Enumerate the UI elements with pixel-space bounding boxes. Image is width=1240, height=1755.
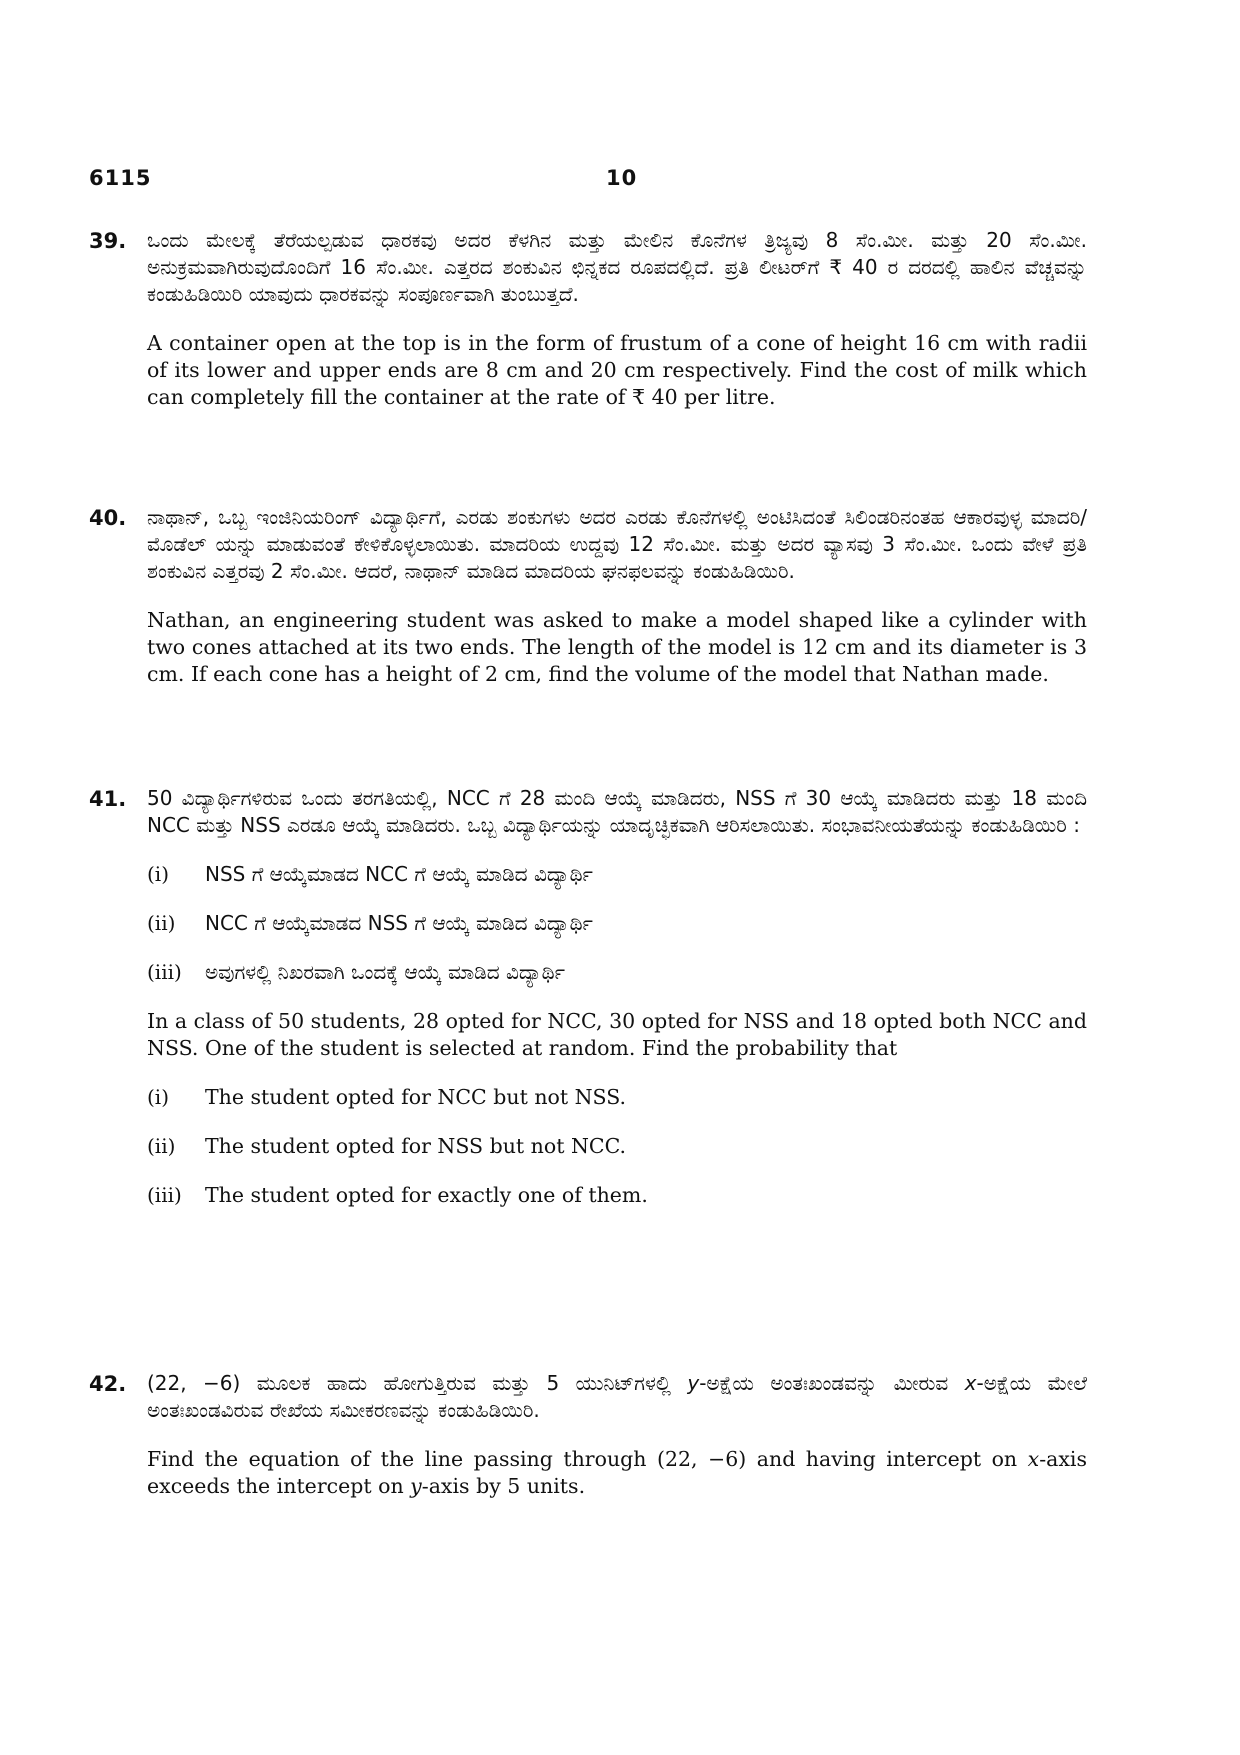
sub-question-label: (i) <box>147 1085 170 1109</box>
question-number: 42. <box>89 1372 127 1396</box>
question-text-kannada <box>147 1370 1087 1424</box>
question-text-kannada: ಒಂದು ಮೇಲಕ್ಕೆ ತೆರೆಯಲ್ಪಡುವ ಧಾರಕವು ಅದರ ಕೆಳಗಿನ ಮತ್ತು ಮೇಲಿನ ಕೊನೆಗಳ ತ್ರಿಜ್ಯವು 8 ಸೆಂ.ಮೀ. ಮತ್ತು 20 ಸೆಂ.ಮೀ. ಅನುಕ್ರಮವಾಗಿರುವುದೊಂದಿಗೆ 16 ಸೆಂ.ಮೀ. ಎತ್ತರದ ಶಂಕುವಿನ ಛಿನ್ನಕದ ರೂಪದಲ್ಲಿದೆ. ಪ್ರತಿ ಲೀಟರ್‌ಗೆ ₹ 40 ರ ದರದಲ್ಲಿ ಹಾಲಿನ ವೆಚ್ಚವನ್ನು ಕಂಡುಹಿಡಿಯಿರಿ ಯಾವುದು ಧಾರಕವನ್ನು ಸಂಪೂರ್ಣವಾಗಿ ತುಂಬುತ್ತದೆ. <box>147 228 1087 306</box>
sub-question-text: NCC ಗೆ ಆಯ್ಕೆಮಾಡದ NSS ಗೆ ಆಯ್ಕೆ ಮಾಡಿದ ವಿದ್ಯಾರ್ಥಿ <box>205 911 593 935</box>
text-run: -ಅಕ್ಷೆಯ ಮೇಲೆ ಅಂತಃಖಂಡವಿರುವ ರೇಖೆಯ ಸಮೀಕರಣವನ್ನು ಕಂಡುಹಿಡಿಯಿರಿ. <box>147 1371 1087 1422</box>
text-run: -axis by 5 units. <box>421 1474 586 1498</box>
question-39 <box>89 227 1089 411</box>
sub-question-label: (iii) <box>147 1183 182 1207</box>
question-number: 41. <box>89 787 127 811</box>
text-run: -ಅಕ್ಷೆಯ ಅಂತಃಖಂಡವನ್ನು ಮೀರುವ <box>699 1371 965 1395</box>
sub-question-kannada <box>147 959 1087 986</box>
page-header <box>89 166 1089 196</box>
math-variable: y <box>687 1371 700 1395</box>
question-40 <box>89 504 1089 688</box>
question-number: 40. <box>89 506 127 530</box>
sub-question-text: ಅವುಗಳಲ್ಲಿ ನಿಖರವಾಗಿ ಒಂದಕ್ಕೆ ಆಯ್ಕೆ ಮಾಡಿದ ವಿದ್ಯಾರ್ಥಿ <box>205 960 565 984</box>
sub-question-label: (iii) <box>147 960 182 984</box>
sub-question-label: (ii) <box>147 911 176 935</box>
question-41 <box>89 785 1089 1209</box>
question-42 <box>89 1370 1089 1500</box>
sub-question-kannada <box>147 910 1087 937</box>
sub-question-text: The student opted for exactly one of them. <box>205 1183 648 1207</box>
sub-question-label: (ii) <box>147 1134 176 1158</box>
page-number: 10 <box>606 166 638 190</box>
sub-question-text: The student opted for NSS but not NCC. <box>205 1134 627 1158</box>
sub-question-text: The student opted for NCC but not NSS. <box>205 1085 627 1109</box>
question-text-kannada: ನಾಥಾನ್, ಒಬ್ಬ ಇಂಜಿನಿಯರಿಂಗ್ ವಿದ್ಯಾರ್ಥಿಗೆ, ಎರಡು ಶಂಕುಗಳು ಅದರ ಎರಡು ಕೊನೆಗಳಲ್ಲಿ ಅಂಟಿಸಿದಂತೆ ಸಿಲಿಂಡರಿನಂತಹ ಆಕಾರವುಳ್ಳ ಮಾದರಿ/ಮೊಡೆಲ್ ಯನ್ನು ಮಾಡುವಂತೆ ಕೇಳಿಕೊಳ್ಳಲಾಯಿತು. ಮಾದರಿಯ ಉದ್ದವು 12 ಸೆಂ.ಮೀ. ಮತ್ತು ಅದರ ವ್ಯಾಸವು 3 ಸೆಂ.ಮೀ. ಒಂದು ವೇಳೆ ಪ್ರತಿ ಶಂಕುವಿನ ಎತ್ತರವು 2 ಸೆಂ.ಮೀ. ಆದರೆ, ನಾಥಾನ್ ಮಾಡಿದ ಮಾದರಿಯ ಘನಫಲವನ್ನು ಕಂಡುಹಿಡಿಯಿರಿ. <box>147 505 1087 583</box>
paper-code: 6115 <box>89 166 152 190</box>
question-text-english: A container open at the top is in the form of frustum of a cone of height 16 cm with radii of its lower and upper ends are 8 cm and 20 cm respectively. Find the cost of milk which can completely fill the container at the rate of ₹ 40 per litre. <box>147 331 1087 409</box>
question-text-english: In a class of 50 students, 28 opted for NCC, 30 opted for NSS and 18 opted both NCC and NSS. One of the student is selected at random. Find the probability that <box>147 1009 1087 1060</box>
sub-question-kannada <box>147 861 1087 888</box>
sub-question-english <box>147 1133 1087 1160</box>
sub-question-label: (i) <box>147 862 170 886</box>
math-variable: x <box>1027 1447 1040 1471</box>
question-text-english <box>147 1446 1087 1500</box>
question-number: 39. <box>89 229 127 253</box>
question-text-kannada: 50 ವಿದ್ಯಾರ್ಥಿಗಳಿರುವ ಒಂದು ತರಗತಿಯಲ್ಲಿ, NCC ಗೆ 28 ಮಂದಿ ಆಯ್ಕೆ ಮಾಡಿದರು, NSS ಗೆ 30 ಆಯ್ಕೆ ಮಾಡಿದರು ಮತ್ತು 18 ಮಂದಿ NCC ಮತ್ತು NSS ಎರಡೂ ಆಯ್ಕೆ ಮಾಡಿದರು. ಒಬ್ಬ ವಿದ್ಯಾರ್ಥಿಯನ್ನು ಯಾದೃಚ್ಛಿಕವಾಗಿ ಆರಿಸಲಾಯಿತು. ಸಂಭಾವನೀಯತೆಯನ್ನು ಕಂಡುಹಿಡಿಯಿರಿ : <box>147 786 1087 837</box>
sub-question-english <box>147 1084 1087 1111</box>
text-run: (22, −6) ಮೂಲಕ ಹಾದು ಹೋಗುತ್ತಿರುವ ಮತ್ತು 5 ಯುನಿಟ್‌ಗಳಲ್ಲಿ <box>147 1371 688 1395</box>
question-text-english: Nathan, an engineering student was asked to make a model shaped like a cylinder with two cones attached at its two ends. The length of the model is 12 cm and its diameter is 3 cm. If each cone has a height of 2 cm, find the volume of the model that Nathan made. <box>147 608 1087 686</box>
math-variable: x <box>964 1371 977 1395</box>
text-run: -axis exceeds the intercept on <box>147 1447 1087 1498</box>
sub-question-text: NSS ಗೆ ಆಯ್ಕೆಮಾಡದ NCC ಗೆ ಆಯ್ಕೆ ಮಾಡಿದ ವಿದ್ಯಾರ್ಥಿ <box>205 862 593 886</box>
sub-question-english <box>147 1182 1087 1209</box>
text-run: Find the equation of the line passing through (22, −6) and having intercept on <box>147 1447 1028 1471</box>
math-variable: y <box>410 1474 422 1498</box>
